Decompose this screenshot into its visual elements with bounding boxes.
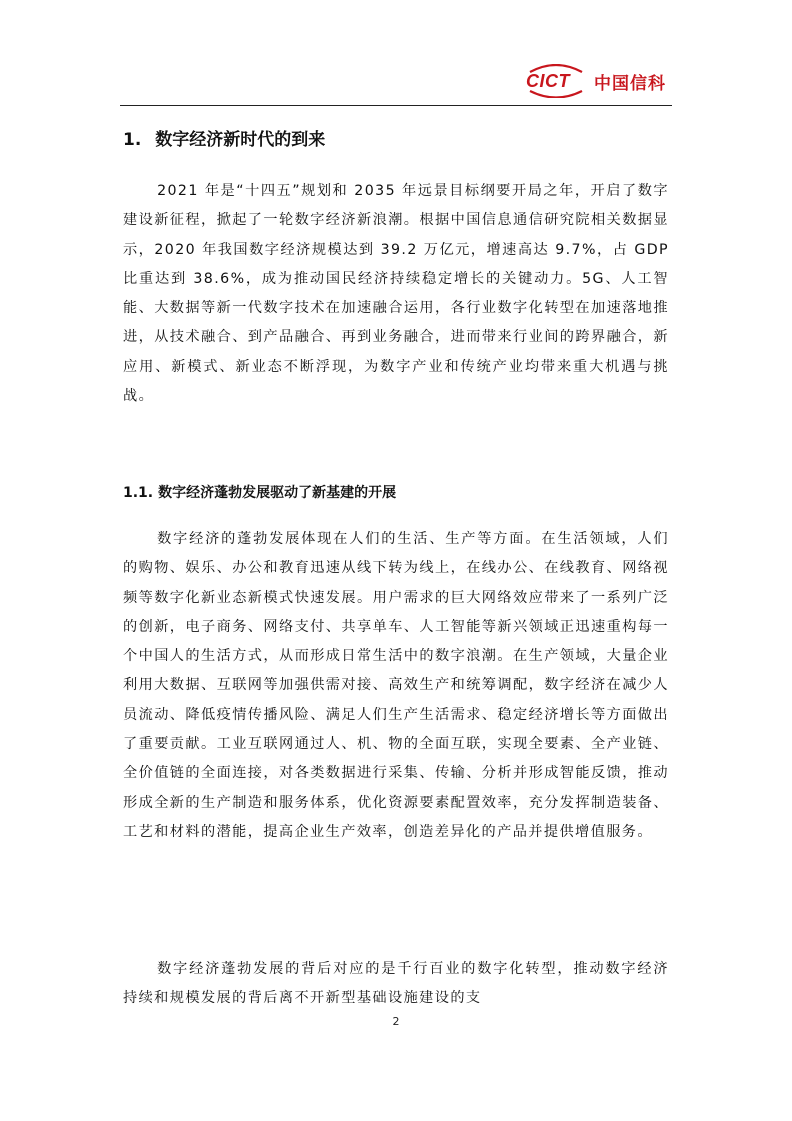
body-paragraph: 数字经济的蓬勃发展体现在人们的生活、生产等方面。在生活领域，人们的购物、娱乐、办公和教育迅速从线下转为线上，在线办公、在线教育、网络视频等数字化新业态新模式快速发展。用户需求的巨大网络效应带来了一系列广泛的创新，电子商务、网络支付、共享单车、人工智能等新兴领域正迅速重构每一个中国人的生活方式，从而形成日常生活中的数字浪潮。在生产领域，大量企业利用大数据、互联网等加强供需对接、高效生产和统筹调配，数字经济在减少人员流动、降低疫情传播风险、满足人们生产生活需求、稳定经济增长等方面做出了重要贡献。工业互联网通过人、机、物的全面互联，实现全要素、全产业链、全价值链的全面连接，对各类数据进行采集、传输、分析并形成智能反馈，推动形成全新的生产制造和服务体系，优化资源要素配置效率，充分发挥制造装备、工艺和材料的潜能，提高企业生产效率，创造差异化的产品并提供增值服务。	[123, 531, 669, 840]
body-paragraph: 2021 年是“十四五”规划和 2035 年远景目标纲要开局之年，开启了数字建设新征程，掀起了一轮数字经济新浪潮。根据中国信息通信研究院相关数据显示，2020 年我国数字经济规模达到 39.2 万亿元，增速高达 9.7%，占 GDP 比重达到 38.6%，成为推动国民经济持续稳定增长的关键动力。5G、人工智能、大数据等新一代数字技术在加速融合运用，各行业数字化转型在加速落地推进，从技术融合、到产品融合、再到业务融合，进而带来行业间的跨界融合，新应用、新模式、新业态不断浮现，为数字产业和传统产业均带来重大机遇与挑战。	[123, 183, 669, 405]
section-heading-1-1	[123, 482, 396, 502]
section-number: 1.	[123, 130, 142, 150]
page-number: 2	[392, 1015, 400, 1028]
logo-wordmark-en: CICT	[526, 71, 570, 91]
logo-wordmark-cn: 中国信科	[594, 73, 666, 94]
cict-logo	[524, 64, 666, 98]
subsection-title: 数字经济蓬勃发展驱动了新基建的开展	[158, 485, 397, 501]
subsection-number: 1.1.	[123, 485, 154, 501]
cict-logo-mark	[524, 64, 588, 98]
section-heading-1	[123, 125, 325, 150]
header-divider	[120, 105, 672, 106]
section-title: 数字经济新时代的到来	[155, 130, 326, 150]
body-paragraph: 数字经济蓬勃发展的背后对应的是千行百业的数字化转型，推动数字经济持续和规模发展的背后离不开新型基础设施建设的支	[123, 961, 669, 1007]
